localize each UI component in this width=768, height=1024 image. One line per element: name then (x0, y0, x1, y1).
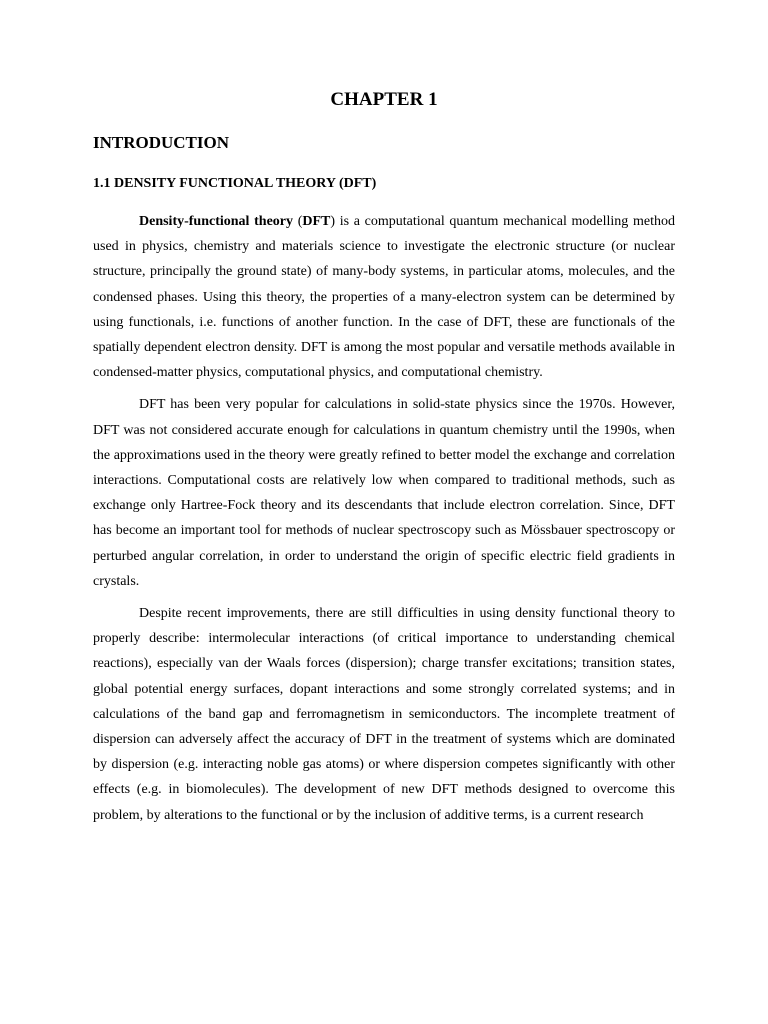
term-density-functional-theory: Density-functional theory (139, 214, 294, 229)
body-text (93, 209, 675, 835)
paren-open: ( (293, 214, 303, 229)
paragraph-dft-definition (93, 209, 675, 385)
paragraph-dft-history: DFT has been very popular for calculations in solid-state physics since the 1970s. However, DFT was not considered accurate enough for calculations in quantum chemistry until the 1990s, when the approximations used in the theory were greatly refined to better model the exchange and correlation interactions. Computational costs are relatively low when compared to traditional methods, such as exchange only Hartree-Fock theory and its descendants that include electron correlation. Since, DFT has become an important tool for methods of nuclear spectroscopy such as Mössbauer spectroscopy or perturbed angular correlation, in order to understand the origin of specific electric field gradients in crystals. (93, 397, 675, 589)
subsection-heading: 1.1 DENSITY FUNCTIONAL THEORY (DFT) (93, 176, 377, 191)
paragraph-dft-definition-text: ) is a computational quantum mechanical modelling method used in physics, chemistry and materials science to investigate the electronic structure (or nuclear structure, principally the ground state) of many-body systems, in particular atoms, molecules, and the condensed phases. Using this theory, the properties of a many-electron system can be determined by using functionals, i.e. functions of another function. In the case of DFT, these are functionals of the spatially dependent electron density. DFT is among the most popular and versatile methods available in condensed-matter physics, computational physics, and computational chemistry. (93, 214, 675, 381)
chapter-title: CHAPTER 1 (330, 89, 438, 110)
paragraph-dft-difficulties: Despite recent improvements, there are still difficulties in using density functional theory to properly describe: intermolecular interactions (of critical importance to understanding chemical reactions), especially van der Waals forces (dispersion); charge transfer excitations; transition states, global potential energy surfaces, dopant interactions and some strongly correlated systems; and in calculations of the band gap and ferromagnetism in semiconductors. The incomplete treatment of dispersion can adversely affect the accuracy of DFT in the treatment of systems which are dominated by dispersion (e.g. interacting noble gas atoms) or where dispersion competes significantly with other effects (e.g. in biomolecules). The development of new DFT methods designed to overcome this problem, by alterations to the functional or by the inclusion of additive terms, is a current research (93, 606, 675, 823)
term-dft-abbreviation: DFT (302, 214, 331, 229)
section-heading: INTRODUCTION (93, 133, 230, 152)
